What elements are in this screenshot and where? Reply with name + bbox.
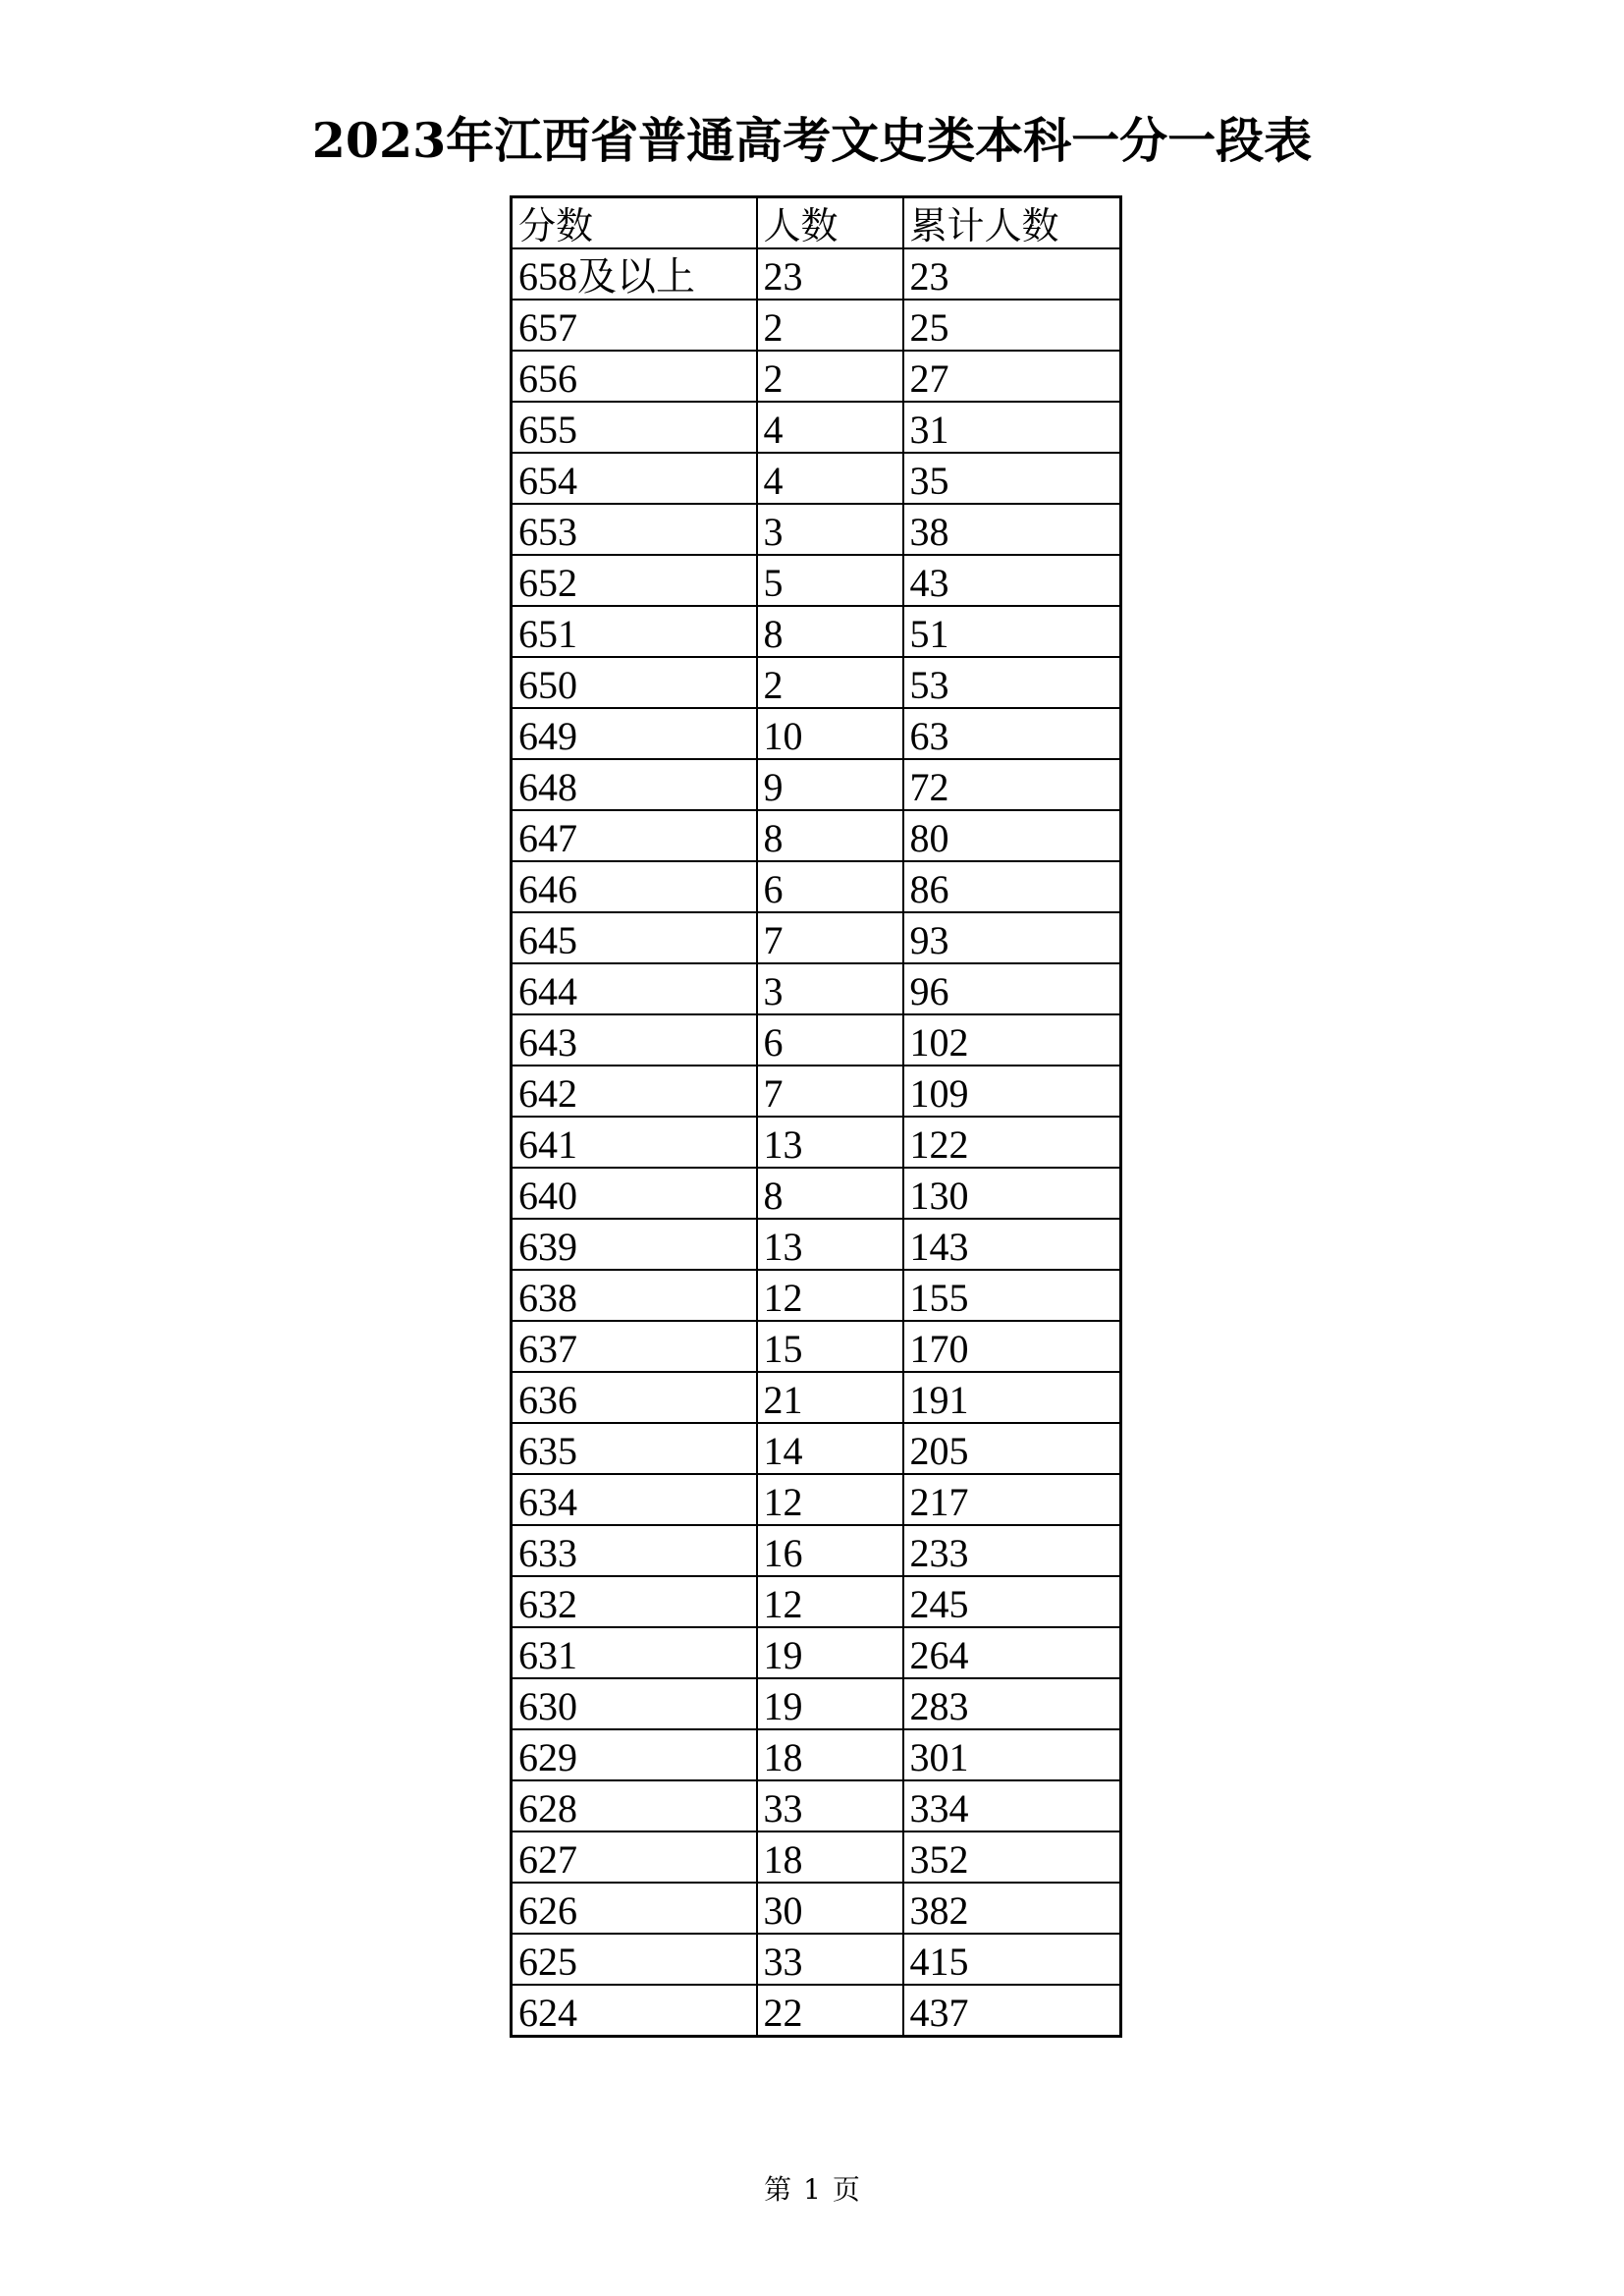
cell-score: 646	[512, 861, 757, 912]
cell-cumulative: 25	[903, 300, 1121, 351]
cell-count: 4	[757, 453, 903, 504]
table-row	[512, 1627, 1121, 1678]
table-row	[512, 453, 1121, 504]
table-row	[512, 657, 1121, 708]
table-row	[512, 1219, 1121, 1270]
table-row	[512, 810, 1121, 861]
cell-count: 9	[757, 759, 903, 810]
cell-score: 633	[512, 1525, 757, 1576]
cell-score: 658及以上	[512, 248, 757, 300]
cell-score: 632	[512, 1576, 757, 1627]
cell-count: 23	[757, 248, 903, 300]
cell-score: 636	[512, 1372, 757, 1423]
cell-cumulative: 155	[903, 1270, 1121, 1321]
cell-cumulative: 86	[903, 861, 1121, 912]
cell-count: 12	[757, 1474, 903, 1525]
page-title: 2023年江西省普通高考文史类本科一分一段表	[311, 112, 1313, 169]
cell-score: 654	[512, 453, 757, 504]
cell-score: 642	[512, 1066, 757, 1117]
table-row	[512, 1423, 1121, 1474]
table-row	[512, 1117, 1121, 1168]
cell-count: 30	[757, 1883, 903, 1934]
cell-cumulative: 35	[903, 453, 1121, 504]
cell-score: 629	[512, 1729, 757, 1780]
cell-score: 649	[512, 708, 757, 759]
cell-cumulative: 102	[903, 1014, 1121, 1066]
cell-count: 33	[757, 1934, 903, 1985]
cell-cumulative: 31	[903, 402, 1121, 453]
table-body	[512, 248, 1121, 2037]
table-row	[512, 1474, 1121, 1525]
table-row	[512, 1934, 1121, 1985]
cell-cumulative: 415	[903, 1934, 1121, 1985]
cell-cumulative: 352	[903, 1831, 1121, 1883]
cell-cumulative: 217	[903, 1474, 1121, 1525]
cell-count: 8	[757, 810, 903, 861]
cell-count: 3	[757, 963, 903, 1014]
cell-cumulative: 245	[903, 1576, 1121, 1627]
table-row	[512, 1985, 1121, 2037]
cell-cumulative: 80	[903, 810, 1121, 861]
table-row	[512, 1883, 1121, 1934]
table-header-row	[512, 197, 1121, 249]
page-footer	[0, 2170, 1624, 2210]
cell-count: 16	[757, 1525, 903, 1576]
table-row	[512, 1270, 1121, 1321]
table-row	[512, 1014, 1121, 1066]
table-row	[512, 1729, 1121, 1780]
cell-count: 7	[757, 1066, 903, 1117]
column-header-score: 分数	[512, 197, 757, 249]
page-footer-prefix: 第	[764, 2173, 792, 2206]
table-row	[512, 1678, 1121, 1729]
cell-score: 635	[512, 1423, 757, 1474]
table-row	[512, 912, 1121, 963]
cell-count: 8	[757, 1168, 903, 1219]
table-row	[512, 402, 1121, 453]
cell-cumulative: 53	[903, 657, 1121, 708]
cell-score: 627	[512, 1831, 757, 1883]
cell-cumulative: 170	[903, 1321, 1121, 1372]
table-row	[512, 606, 1121, 657]
cell-count: 10	[757, 708, 903, 759]
cell-score: 650	[512, 657, 757, 708]
table-row	[512, 504, 1121, 555]
cell-score: 643	[512, 1014, 757, 1066]
cell-count: 2	[757, 657, 903, 708]
table-row	[512, 1780, 1121, 1831]
cell-cumulative: 437	[903, 1985, 1121, 2037]
cell-score: 624	[512, 1985, 757, 2037]
cell-score: 630	[512, 1678, 757, 1729]
column-header-cumulative: 累计人数	[903, 197, 1121, 249]
cell-score: 637	[512, 1321, 757, 1372]
cell-cumulative: 43	[903, 555, 1121, 606]
cell-count: 12	[757, 1270, 903, 1321]
cell-count: 15	[757, 1321, 903, 1372]
page-number: 1	[803, 2173, 821, 2206]
cell-count: 13	[757, 1117, 903, 1168]
cell-count: 8	[757, 606, 903, 657]
cell-count: 18	[757, 1729, 903, 1780]
cell-score: 638	[512, 1270, 757, 1321]
table-row	[512, 351, 1121, 402]
cell-cumulative: 130	[903, 1168, 1121, 1219]
cell-cumulative: 51	[903, 606, 1121, 657]
cell-score: 657	[512, 300, 757, 351]
cell-count: 6	[757, 861, 903, 912]
cell-cumulative: 122	[903, 1117, 1121, 1168]
cell-score: 644	[512, 963, 757, 1014]
cell-cumulative: 233	[903, 1525, 1121, 1576]
table-row	[512, 1066, 1121, 1117]
cell-count: 7	[757, 912, 903, 963]
cell-cumulative: 27	[903, 351, 1121, 402]
cell-count: 19	[757, 1678, 903, 1729]
cell-count: 19	[757, 1627, 903, 1678]
cell-count: 14	[757, 1423, 903, 1474]
cell-cumulative: 143	[903, 1219, 1121, 1270]
cell-count: 13	[757, 1219, 903, 1270]
cell-count: 33	[757, 1780, 903, 1831]
table-row	[512, 708, 1121, 759]
cell-cumulative: 63	[903, 708, 1121, 759]
table-row	[512, 248, 1121, 300]
cell-score: 652	[512, 555, 757, 606]
table-row	[512, 1321, 1121, 1372]
cell-score: 645	[512, 912, 757, 963]
table-row	[512, 861, 1121, 912]
table-row	[512, 1831, 1121, 1883]
cell-score: 631	[512, 1627, 757, 1678]
table-row	[512, 1576, 1121, 1627]
table-row	[512, 1525, 1121, 1576]
cell-count: 3	[757, 504, 903, 555]
cell-cumulative: 72	[903, 759, 1121, 810]
table-row	[512, 1372, 1121, 1423]
cell-score: 640	[512, 1168, 757, 1219]
cell-cumulative: 38	[903, 504, 1121, 555]
cell-cumulative: 23	[903, 248, 1121, 300]
cell-count: 12	[757, 1576, 903, 1627]
cell-score: 648	[512, 759, 757, 810]
cell-score: 628	[512, 1780, 757, 1831]
cell-score: 639	[512, 1219, 757, 1270]
table-row	[512, 963, 1121, 1014]
cell-cumulative: 382	[903, 1883, 1121, 1934]
cell-count: 22	[757, 1985, 903, 2037]
cell-score: 626	[512, 1883, 757, 1934]
table-row	[512, 555, 1121, 606]
cell-count: 2	[757, 351, 903, 402]
cell-count: 5	[757, 555, 903, 606]
cell-cumulative: 205	[903, 1423, 1121, 1474]
cell-cumulative: 264	[903, 1627, 1121, 1678]
cell-score: 653	[512, 504, 757, 555]
cell-count: 4	[757, 402, 903, 453]
cell-count: 6	[757, 1014, 903, 1066]
table-row	[512, 1168, 1121, 1219]
column-header-count: 人数	[757, 197, 903, 249]
cell-cumulative: 93	[903, 912, 1121, 963]
cell-score: 625	[512, 1934, 757, 1985]
cell-score: 641	[512, 1117, 757, 1168]
cell-cumulative: 96	[903, 963, 1121, 1014]
cell-count: 2	[757, 300, 903, 351]
score-distribution-table	[510, 195, 1122, 2038]
cell-cumulative: 191	[903, 1372, 1121, 1423]
cell-count: 18	[757, 1831, 903, 1883]
table-row	[512, 759, 1121, 810]
cell-score: 656	[512, 351, 757, 402]
table-row	[512, 300, 1121, 351]
cell-cumulative: 283	[903, 1678, 1121, 1729]
cell-cumulative: 334	[903, 1780, 1121, 1831]
cell-score: 651	[512, 606, 757, 657]
cell-count: 21	[757, 1372, 903, 1423]
cell-score: 655	[512, 402, 757, 453]
cell-cumulative: 109	[903, 1066, 1121, 1117]
page-footer-suffix: 页	[832, 2173, 860, 2206]
cell-score: 634	[512, 1474, 757, 1525]
cell-cumulative: 301	[903, 1729, 1121, 1780]
cell-score: 647	[512, 810, 757, 861]
